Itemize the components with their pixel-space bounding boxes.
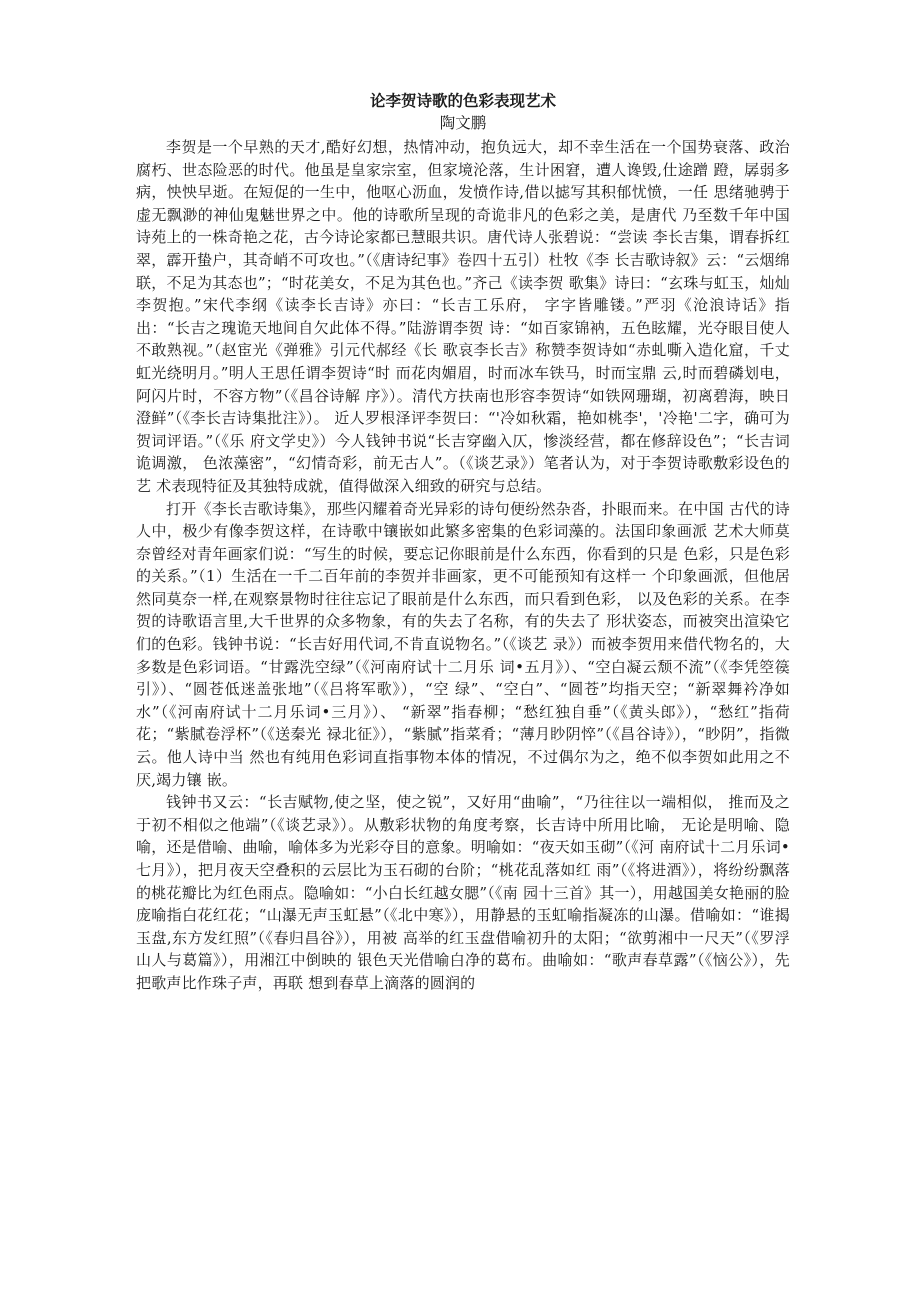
paragraph-1: 李贺是一个早熟的天才,酷好幻想，热情冲动，抱负远大，却不幸生活在一个国势衰落、政治腐朽、世态险恶的时代。他虽是皇家宗室，但家境沦落，生计困窘，遭人谗毁,仕途蹭 蹬，孱弱多病，怏怏早逝。在短促的一生中，他呕心沥血，发愤作诗,借以摅写其积郁忧愤，一任 思绪驰骋于虚无飘渺的神仙鬼魅世界之中。他的诗歌所呈现的奇诡非凡的色彩之美，是唐代 乃至数千年中国诗苑上的一株奇艳之花，古今诗论家都已慧眼共识。唐代诗人张碧说：“尝读 李长吉集，谓春拆红翠，霹开蛰户，其奇峭不可攻也。”（《唐诗纪事》卷四十五引）杜牧《李 长吉歌诗叙》云：“云烟绵联，不足为其态也”；“时花美女，不足为其色也。”齐己《读李贺 歌集》诗曰：“玄珠与虹玉，灿灿李贺抱。”宋代李纲《读李长吉诗》亦曰：“长吉工乐府， 字字皆雕镂。”严羽《沧浪诗话》指出：“长吉之瑰诡天地间自欠此体不得。”陆游谓李贺 诗：“如百家锦衲，五色眩耀，光夺眼目使人不敢熟视。”（赵宦光《弹雅》引元代郝经《长 歌哀李长吉》称赞李贺诗如“赤虬嘶入造化窟，千丈虹光绕明月。”明人王思任谓李贺诗“时 而花肉媚眉，时而冰车铁马，时而宝鼎 云,时而碧磷划电，阿闪片时，不容方物”（《昌谷诗解 序》）。清代方扶南也形容李贺诗“如铁网珊瑚，初离碧海，映日澄鲜”（《李长吉诗集批注》）。 近人罗根泽评李贺曰：“'冷如秋霜，艳如桃李'，'冷艳'二字，确可为贺词评语。”（《乐 府文学史》）今人钱钟书说“长吉穿幽入仄，惨淡经营，都在修辞设色”；“长吉词诡调激， 色浓藻密”，“幻情奇彩，前无古人”。（《谈艺录》）笔者认为，对于李贺诗歌敷彩设色的艺 术表现特征及其独特成就，值得做深入细致的研究与总结。 [136, 138, 790, 495]
document-title: 论李贺诗歌的色彩表现艺术 [369, 92, 556, 110]
document-author: 陶文鹏 [439, 114, 487, 132]
paragraph-2: 打开《李长吉歌诗集》，那些闪耀着奇光异彩的诗句便纷然杂沓，扑眼而来。在中国 古代的诗人中，极少有像李贺这样，在诗歌中镶嵌如此繁多密集的色彩词藻的。法国印象画派 艺术大师莫奈曾经对青年画家们说：“写生的时候，要忘记你眼前是什么东西，你看到的只是 色彩，只是色彩的关系。”（1）生活在一千二百年前的李贺并非画家，更不可能预知有这样一 个印象画派，但他居然同莫奈一样,在观察景物时往往忘记了眼前是什么东西，而只看到色彩， 以及色彩的关系。在李贺的诗歌语言里,大千世界的众多物象，有的失去了名称，有的失去了 形状姿态，而被突出渲染它们的色彩。钱钟书说：“长吉好用代词,不肯直说物名。”（《谈艺 录》）而被李贺用来借代物名的，大多数是色彩词语。“甘露洗空绿”（《河南府试十二月乐 词•五月》）、“空白凝云颓不流”（《李凭箜篌引》）、“圆苍低迷盖张地”（《吕将军歌》），“空 绿”、“空白”、“圆苍”均指天空；“新翠舞衿净如水”（《河南府试十二月乐词•三月》）、 “新翠”指春柳；“愁红独自垂”（《黄头郎》），“愁红”指荷花；“紫腻卷浮杯”（《送秦光 禄北征》），“紫腻”指菜肴；“薄月眇阴悴”（《昌谷诗》），“眇阴”，指微云。他人诗中当 然也有纯用色彩词直指事物本体的情况，不过偶尔为之，绝不似李贺如此用之不厌,竭力镶 嵌。 [136, 499, 790, 789]
paragraph-3: 钱钟书又云：“长吉赋物,使之坚，使之锐”，又好用“曲喻”，“乃往往以一端相似， 推而及之于初不相似之他端”（《谈艺录》）。从敷彩状物的角度考察，长吉诗中所用比喻， 无论是明喻、隐喻，还是借喻、曲喻，喻体多为光彩夺目的意象。明喻如：“夜天如玉砌”（《河 南府试十二月乐词•七月》），把月夜天空叠积的云层比为玉石砌的台阶；“桃花乱落如红 雨”（《将进酒》），将纷纷飘落的桃花瓣比为红色雨点。隐喻如：“小白长红越女腮”（《南 园十三首》其一），用越国美女艳丽的脸庞喻指白花红花；“山瀑无声玉虹悬”（《北中寒》），用静悬的玉虹喻指凝冻的山瀑。借喻如：“谁揭 玉盘,东方发红照”（《春归昌谷》），用被 高举的红玉盘借喻初升的太阳；“欲剪湘中一尺天”（《罗浮山人与葛篇》），用湘江中倒映的 银色天光借喻白净的葛布。曲喻如：“歌声春草露”（《恼公》），先把歌声比作珠子声，再联 想到春草上滴落的圆润的 [136, 793, 790, 992]
document-page [136, 90, 790, 995]
